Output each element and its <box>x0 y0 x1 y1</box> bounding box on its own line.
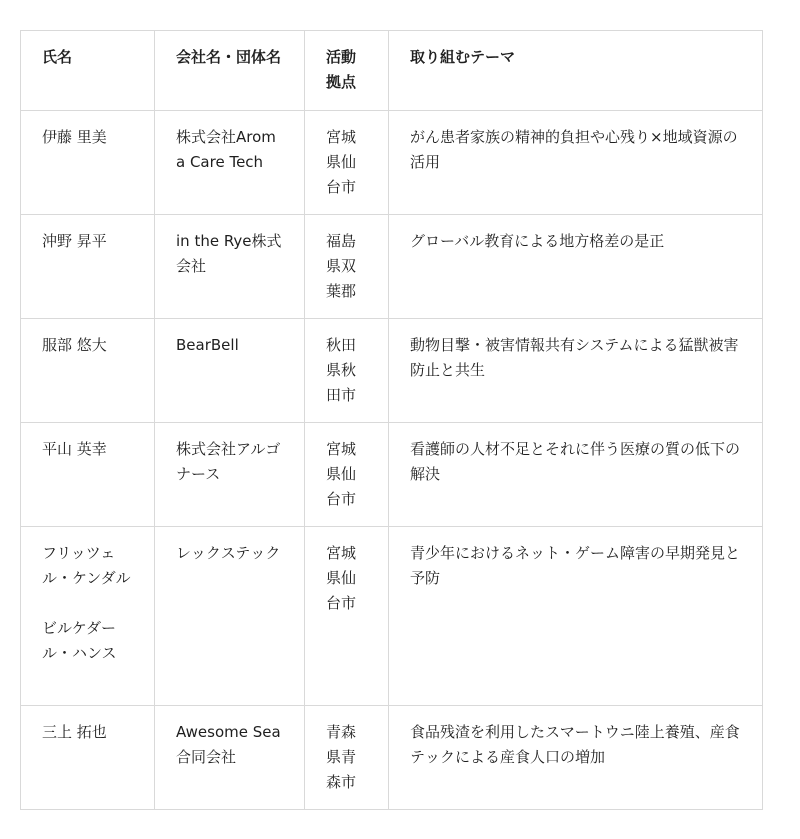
cell-name <box>21 527 155 706</box>
cell-location: 宮城県仙台市 <box>305 423 389 527</box>
table-row <box>21 706 763 810</box>
header-row <box>21 31 763 111</box>
table-row <box>21 527 763 706</box>
name-spacer <box>42 591 134 616</box>
cell-theme: 青少年におけるネット・ゲーム障害の早期発見と予防 <box>389 527 763 706</box>
cell-name-primary: フリッツェル・ケンダル <box>42 544 131 587</box>
cell-theme: がん患者家族の精神的負担や心残り×地域資源の活用 <box>389 111 763 215</box>
cell-company: Awesome Sea合同会社 <box>155 706 305 810</box>
table-row <box>21 319 763 423</box>
header-theme: 取り組むテーマ <box>389 31 763 111</box>
cell-company: 株式会社Aroma Care Tech <box>155 111 305 215</box>
cell-company: レックステック <box>155 527 305 706</box>
table-row <box>21 423 763 527</box>
table-header <box>21 31 763 111</box>
header-name: 氏名 <box>21 31 155 111</box>
cell-company: BearBell <box>155 319 305 423</box>
participants-table-container <box>20 30 763 810</box>
cell-name: 沖野 昇平 <box>21 215 155 319</box>
cell-name: 伊藤 里美 <box>21 111 155 215</box>
cell-location: 宮城県仙台市 <box>305 111 389 215</box>
cell-theme: グローバル教育による地方格差の是正 <box>389 215 763 319</box>
cell-location: 青森県青森市 <box>305 706 389 810</box>
cell-location: 秋田県秋田市 <box>305 319 389 423</box>
header-location: 活動拠点 <box>305 31 389 111</box>
participants-table <box>20 30 763 810</box>
cell-theme: 動物目撃・被害情報共有システムによる猛獣被害防止と共生 <box>389 319 763 423</box>
cell-company: in the Rye株式会社 <box>155 215 305 319</box>
cell-company: 株式会社アルゴナース <box>155 423 305 527</box>
cell-name: 三上 拓也 <box>21 706 155 810</box>
table-row <box>21 111 763 215</box>
cell-location: 福島県双葉郡 <box>305 215 389 319</box>
cell-theme: 看護師の人材不足とそれに伴う医療の質の低下の解決 <box>389 423 763 527</box>
table-body <box>21 111 763 810</box>
cell-name-secondary: ビルケダール・ハンス <box>42 619 117 662</box>
table-row <box>21 215 763 319</box>
cell-location: 宮城県仙台市 <box>305 527 389 706</box>
cell-name: 服部 悠大 <box>21 319 155 423</box>
cell-theme: 食品残渣を利用したスマートウニ陸上養殖、産食テックによる産食人口の増加 <box>389 706 763 810</box>
header-company: 会社名・団体名 <box>155 31 305 111</box>
cell-name: 平山 英幸 <box>21 423 155 527</box>
